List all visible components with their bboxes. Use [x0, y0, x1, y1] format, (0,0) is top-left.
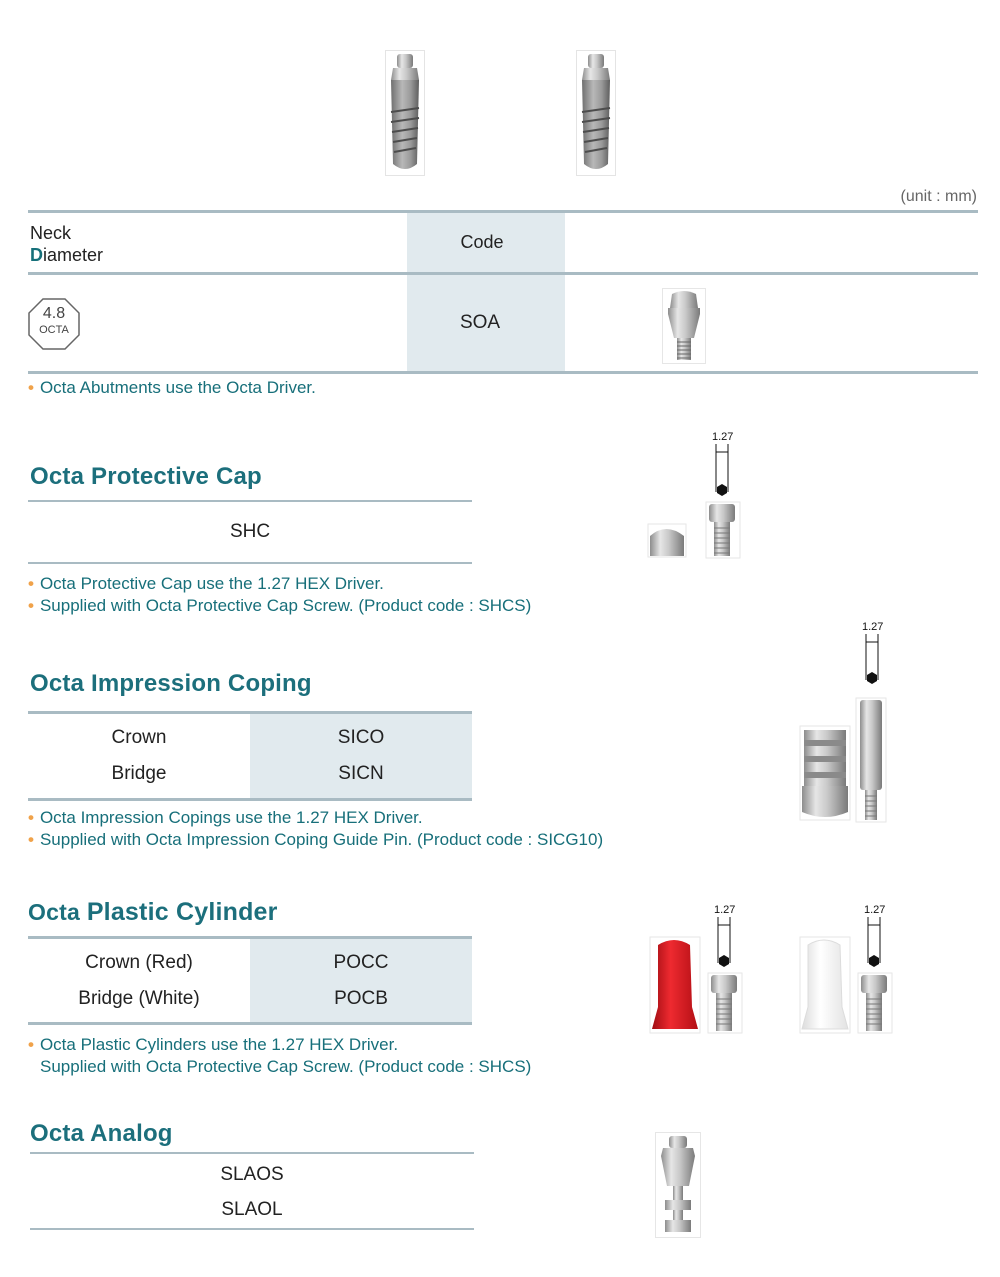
impression-note-1: • Octa Impression Copings use the 1.27 HEX Driver.	[28, 808, 423, 827]
impression-coping-image	[798, 634, 892, 824]
octagon-badge	[27, 297, 81, 351]
analog-code-1: SLAOS	[220, 1164, 284, 1185]
analog-rule-bottom	[30, 1228, 474, 1230]
plastic-cylinder-title	[28, 898, 278, 927]
protective-cap-note-1: • Octa Protective Cap use the 1.27 HEX Driver.	[28, 574, 384, 593]
abutment-image	[662, 288, 706, 364]
header-neck-diameter	[30, 222, 103, 266]
header-neck-rest: iameter	[43, 245, 104, 265]
octagon-label: OCTA	[39, 324, 69, 336]
implant-image-2	[576, 50, 616, 176]
protective-cap-title: Octa Protective Cap	[30, 463, 262, 490]
white-cylinder-image	[798, 917, 894, 1035]
row-code: SOA	[459, 312, 501, 333]
analog-rule-top	[30, 1152, 474, 1154]
impression-row-bridge-code: SICN	[338, 763, 384, 784]
unit-label: (unit : mm)	[900, 188, 977, 205]
plastic-title-word1: Octa	[28, 899, 80, 925]
plastic-row-bridge-type: Bridge (White)	[78, 988, 200, 1009]
analog-image	[655, 1132, 701, 1238]
plastic-title-rest: Plastic Cylinder	[86, 898, 278, 926]
red-cylinder-image	[648, 917, 744, 1035]
octagon-value: 4.8	[42, 305, 66, 322]
white-driver-size: 1.27	[864, 904, 886, 916]
protective-cap-rule-top	[28, 500, 472, 502]
table-rule-bottom	[28, 371, 978, 374]
header-code: Code	[460, 232, 504, 252]
plastic-row-crown-code: POCC	[333, 952, 389, 973]
plastic-row-bridge-code: POCB	[334, 988, 388, 1009]
impression-note-2: • Supplied with Octa Impression Coping Guide Pin. (Product code : SICG10)	[28, 830, 604, 849]
impression-rule-bottom	[28, 798, 472, 801]
plastic-row-crown-type: Crown (Red)	[85, 952, 193, 973]
impression-row-bridge-type: Bridge	[111, 763, 167, 784]
analog-code-2: SLAOL	[221, 1199, 283, 1220]
plastic-rule-bottom	[28, 1022, 472, 1025]
impression-row-crown-code: SICO	[337, 727, 385, 748]
coping-driver-size: 1.27	[862, 621, 884, 633]
plastic-note-1: • Octa Plastic Cylinders use the 1.27 HEX Driver.	[28, 1035, 399, 1054]
impression-coping-title: Octa Impression Coping	[30, 670, 312, 697]
red-driver-size: 1.27	[714, 904, 736, 916]
cap-driver-size: 1.27	[712, 431, 734, 443]
analog-title: Octa Analog	[30, 1120, 173, 1147]
protective-cap-image	[646, 444, 746, 560]
protective-cap-note-2: • Supplied with Octa Protective Cap Screw. (Product code : SHCS)	[28, 596, 532, 615]
plastic-note-2: Supplied with Octa Protective Cap Screw. (Product code : SHCS)	[40, 1057, 532, 1076]
implant-image-1	[385, 50, 425, 176]
header-neck-initial: D	[30, 245, 43, 265]
abutment-note: • Octa Abutments use the Octa Driver.	[28, 378, 316, 397]
protective-cap-rule-bottom	[28, 562, 472, 564]
impression-rule-top	[28, 711, 472, 714]
plastic-rule-top	[28, 936, 472, 939]
header-neck-line1: Neck	[30, 223, 72, 243]
impression-row-crown-type: Crown	[111, 727, 167, 748]
protective-cap-code: SHC	[229, 521, 271, 542]
